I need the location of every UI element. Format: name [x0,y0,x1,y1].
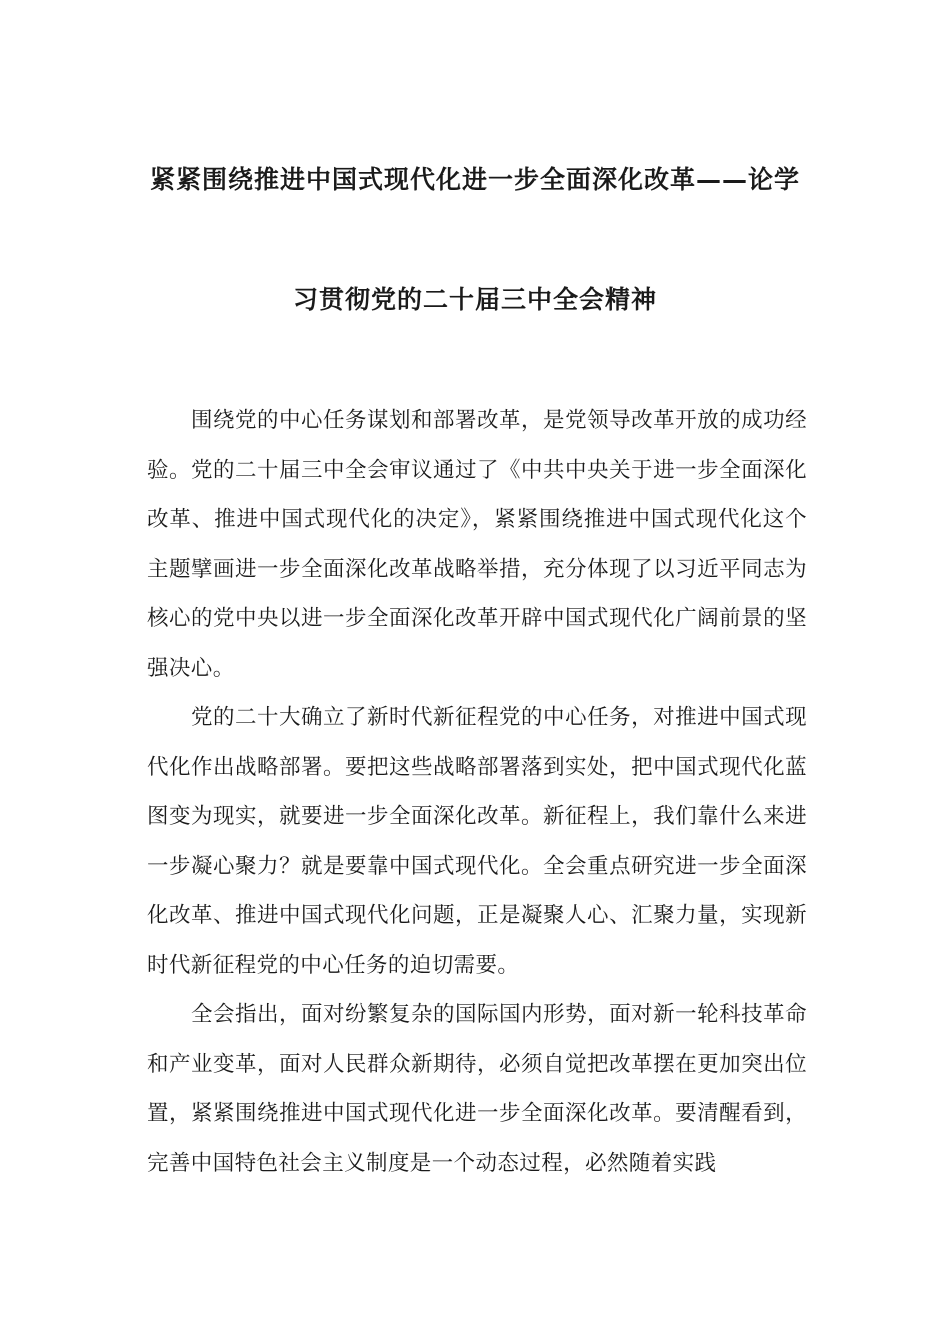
document-body [147,396,807,1188]
paragraph-3: 全会指出，面对纷繁复杂的国际国内形势，面对新一轮科技革命和产业变革，面对人民群众新期待，必须自觉把改革摆在更加突出位置，紧紧围绕推进中国式现代化进一步全面深化改革。要清醒看到，完善中国特色社会主义制度是一个动态过程，必然随着实践 [147,1002,807,1176]
document-title-line-1: 紧紧围绕推进中国式现代化进一步全面深化改革——论学 [149,165,800,194]
document-title-line-2: 习贯彻党的二十届三中全会精神 [292,285,657,314]
paragraph-1: 围绕党的中心任务谋划和部署改革，是党领导改革开放的成功经验。党的二十届三中全会审议通过了《中共中央关于进一步全面深化改革、推进中国式现代化的决定》，紧紧围绕推进中国式现代化这个主题擘画进一步全面深化改革战略举措，充分体现了以习近平同志为核心的党中央以进一步全面深化改革开辟中国式现代化广阔前景的坚强决心。 [147,408,807,681]
paragraph-2: 党的二十大确立了新时代新征程党的中心任务，对推进中国式现代化作出战略部署。要把这些战略部署落到实处，把中国式现代化蓝图变为现实，就要进一步全面深化改革。新征程上，我们靠什么来进一步凝心聚力？就是要靠中国式现代化。全会重点研究进一步全面深化改革、推进中国式现代化问题，正是凝聚人心、汇聚力量，实现新时代新征程党的中心任务的迫切需要。 [147,705,807,978]
